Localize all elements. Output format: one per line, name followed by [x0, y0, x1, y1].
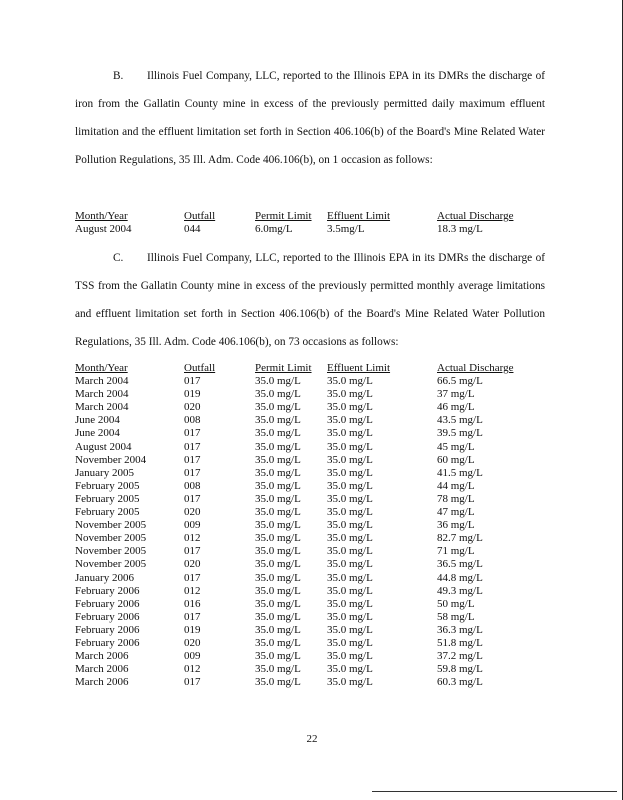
cell-month-year: November 2005 [75, 519, 147, 532]
cell-month-year: February 2005 [75, 506, 140, 519]
cell-permit-limit: 35.0 mg/L [255, 663, 301, 676]
cell-actual-discharge: 36 mg/L [437, 519, 475, 532]
header-effluent-limit: Effluent Limit [327, 362, 391, 374]
cell-permit-limit: 35.0 mg/L [255, 650, 301, 663]
cell-actual-discharge: 43.5 mg/L [437, 414, 483, 427]
cell-effluent-limit: 35.0 mg/L [327, 388, 373, 401]
cell-month-year: January 2005 [75, 466, 134, 479]
cell-actual-discharge: 59.8 mg/L [437, 663, 483, 676]
page-number: 22 [306, 733, 318, 745]
cell-outfall: 012 [184, 532, 201, 545]
cell-month-year: August 2004 [75, 223, 132, 236]
header-effluent-limit: Effluent Limit [327, 210, 391, 222]
cell-outfall: 008 [184, 479, 201, 492]
cell-outfall: 019 [184, 388, 201, 401]
cell-month-year: February 2006 [75, 623, 140, 636]
cell-month-year: March 2006 [75, 663, 129, 676]
header-outfall: Outfall [184, 362, 216, 374]
cell-month-year: February 2006 [75, 584, 140, 597]
cell-outfall: 017 [184, 453, 201, 466]
cell-actual-discharge: 66.5 mg/L [437, 375, 483, 388]
header-permit-limit: Permit Limit [255, 210, 312, 222]
cell-effluent-limit: 35.0 mg/L [327, 558, 373, 571]
cell-outfall: 017 [184, 440, 201, 453]
cell-permit-limit: 35.0 mg/L [255, 414, 301, 427]
cell-outfall: 017 [184, 571, 201, 584]
paragraph-c [75, 244, 545, 356]
cell-permit-limit: 35.0 mg/L [255, 427, 301, 440]
cell-permit-limit: 35.0 mg/L [255, 676, 301, 689]
cell-permit-limit: 6.0mg/L [255, 223, 293, 236]
cell-actual-discharge: 39.5 mg/L [437, 427, 483, 440]
cell-outfall: 020 [184, 558, 201, 571]
cell-month-year: January 2006 [75, 571, 134, 584]
cell-outfall: 009 [184, 519, 201, 532]
cell-month-year: February 2006 [75, 636, 140, 649]
cell-outfall: 020 [184, 636, 201, 649]
cell-actual-discharge: 60.3 mg/L [437, 676, 483, 689]
cell-month-year: August 2004 [75, 440, 132, 453]
cell-actual-discharge: 18.3 mg/L [437, 223, 483, 236]
cell-permit-limit: 35.0 mg/L [255, 506, 301, 519]
cell-outfall: 019 [184, 623, 201, 636]
cell-permit-limit: 35.0 mg/L [255, 519, 301, 532]
cell-effluent-limit: 3.5mg/L [327, 223, 365, 236]
cell-effluent-limit: 35.0 mg/L [327, 427, 373, 440]
cell-outfall: 017 [184, 676, 201, 689]
cell-effluent-limit: 35.0 mg/L [327, 414, 373, 427]
cell-effluent-limit: 35.0 mg/L [327, 610, 373, 623]
cell-actual-discharge: 58 mg/L [437, 610, 475, 623]
paragraph-b-text: Illinois Fuel Company, LLC, reported to the Illinois EPA in its DMRs the discharge of iron from the Gallatin County mine in excess of the previously permitted daily maximum effluent limitation and the effluent limitation set forth in Section 406.106(b) of the Board's Mine Related Water Pollution Regulations, 35 Ill. Adm. Code 406.106(b), on 1 occasion as follows: [75, 70, 545, 166]
cell-actual-discharge: 37.2 mg/L [437, 650, 483, 663]
cell-permit-limit: 35.0 mg/L [255, 584, 301, 597]
cell-outfall: 044 [184, 223, 201, 236]
cell-month-year: November 2005 [75, 545, 147, 558]
cell-actual-discharge: 51.8 mg/L [437, 636, 483, 649]
cell-month-year: February 2006 [75, 610, 140, 623]
cell-effluent-limit: 35.0 mg/L [327, 532, 373, 545]
cell-month-year: February 2005 [75, 479, 140, 492]
cell-outfall: 012 [184, 584, 201, 597]
cell-outfall: 009 [184, 650, 201, 663]
cell-outfall: 008 [184, 414, 201, 427]
paragraph-c-text: Illinois Fuel Company, LLC, reported to the Illinois EPA in its DMRs the discharge of TSS from the Gallatin County mine in excess of the previously permitted monthly average limitations and effluent limitation set forth in Section 406.106(b) of the Board's Mine Related Water Pollution Regulations, 35 Ill. Adm. Code 406.106(b), on 73 occasions as follows: [75, 252, 545, 348]
paragraph-b-letter: B. [113, 70, 124, 82]
cell-month-year: November 2005 [75, 558, 147, 571]
header-actual-discharge: Actual Discharge [437, 210, 514, 222]
cell-permit-limit: 35.0 mg/L [255, 466, 301, 479]
cell-actual-discharge: 37 mg/L [437, 388, 475, 401]
cell-permit-limit: 35.0 mg/L [255, 532, 301, 545]
cell-permit-limit: 35.0 mg/L [255, 440, 301, 453]
cell-effluent-limit: 35.0 mg/L [327, 597, 373, 610]
cell-actual-discharge: 71 mg/L [437, 545, 475, 558]
cell-effluent-limit: 35.0 mg/L [327, 676, 373, 689]
paragraph-b [75, 62, 545, 174]
cell-permit-limit: 35.0 mg/L [255, 545, 301, 558]
cell-permit-limit: 35.0 mg/L [255, 610, 301, 623]
cell-actual-discharge: 47 mg/L [437, 506, 475, 519]
cell-outfall: 017 [184, 492, 201, 505]
cell-outfall: 017 [184, 610, 201, 623]
header-permit-limit: Permit Limit [255, 362, 312, 374]
cell-month-year: March 2004 [75, 401, 129, 414]
cell-permit-limit: 35.0 mg/L [255, 492, 301, 505]
cell-actual-discharge: 44 mg/L [437, 479, 475, 492]
cell-effluent-limit: 35.0 mg/L [327, 519, 373, 532]
cell-outfall: 020 [184, 401, 201, 414]
cell-permit-limit: 35.0 mg/L [255, 479, 301, 492]
cell-outfall: 016 [184, 597, 201, 610]
cell-month-year: March 2006 [75, 676, 129, 689]
cell-permit-limit: 35.0 mg/L [255, 558, 301, 571]
cell-month-year: March 2004 [75, 375, 129, 388]
cell-effluent-limit: 35.0 mg/L [327, 466, 373, 479]
cell-month-year: March 2006 [75, 650, 129, 663]
cell-month-year: February 2006 [75, 597, 140, 610]
cell-permit-limit: 35.0 mg/L [255, 636, 301, 649]
paragraph-c-letter: C. [113, 252, 124, 264]
cell-actual-discharge: 82.7 mg/L [437, 532, 483, 545]
cell-outfall: 020 [184, 506, 201, 519]
cell-month-year: November 2005 [75, 532, 147, 545]
cell-permit-limit: 35.0 mg/L [255, 571, 301, 584]
cell-actual-discharge: 36.3 mg/L [437, 623, 483, 636]
header-month-year: Month/Year [75, 362, 128, 374]
cell-effluent-limit: 35.0 mg/L [327, 453, 373, 466]
cell-permit-limit: 35.0 mg/L [255, 388, 301, 401]
cell-effluent-limit: 35.0 mg/L [327, 479, 373, 492]
cell-effluent-limit: 35.0 mg/L [327, 375, 373, 388]
cell-actual-discharge: 49.3 mg/L [437, 584, 483, 597]
cell-effluent-limit: 35.0 mg/L [327, 545, 373, 558]
cell-effluent-limit: 35.0 mg/L [327, 636, 373, 649]
header-month-year: Month/Year [75, 210, 128, 222]
cell-permit-limit: 35.0 mg/L [255, 401, 301, 414]
cell-actual-discharge: 41.5 mg/L [437, 466, 483, 479]
cell-month-year: February 2005 [75, 492, 140, 505]
cell-outfall: 017 [184, 466, 201, 479]
cell-effluent-limit: 35.0 mg/L [327, 440, 373, 453]
cell-effluent-limit: 35.0 mg/L [327, 623, 373, 636]
cell-actual-discharge: 50 mg/L [437, 597, 475, 610]
cell-effluent-limit: 35.0 mg/L [327, 584, 373, 597]
cell-month-year: June 2004 [75, 427, 120, 440]
cell-outfall: 017 [184, 545, 201, 558]
cell-permit-limit: 35.0 mg/L [255, 597, 301, 610]
header-actual-discharge: Actual Discharge [437, 362, 514, 374]
cell-actual-discharge: 60 mg/L [437, 453, 475, 466]
cell-actual-discharge: 44.8 mg/L [437, 571, 483, 584]
cell-effluent-limit: 35.0 mg/L [327, 506, 373, 519]
cell-effluent-limit: 35.0 mg/L [327, 663, 373, 676]
cell-effluent-limit: 35.0 mg/L [327, 492, 373, 505]
cell-permit-limit: 35.0 mg/L [255, 375, 301, 388]
cell-outfall: 017 [184, 427, 201, 440]
cell-month-year: March 2004 [75, 388, 129, 401]
cell-effluent-limit: 35.0 mg/L [327, 650, 373, 663]
cell-effluent-limit: 35.0 mg/L [327, 571, 373, 584]
cell-permit-limit: 35.0 mg/L [255, 623, 301, 636]
cell-month-year: November 2004 [75, 453, 147, 466]
header-outfall: Outfall [184, 210, 216, 222]
cell-actual-discharge: 46 mg/L [437, 401, 475, 414]
cell-permit-limit: 35.0 mg/L [255, 453, 301, 466]
cell-actual-discharge: 36.5 mg/L [437, 558, 483, 571]
cell-outfall: 017 [184, 375, 201, 388]
cell-outfall: 012 [184, 663, 201, 676]
cell-actual-discharge: 45 mg/L [437, 440, 475, 453]
cell-month-year: June 2004 [75, 414, 120, 427]
cell-actual-discharge: 78 mg/L [437, 492, 475, 505]
cell-effluent-limit: 35.0 mg/L [327, 401, 373, 414]
footer-rule [372, 791, 617, 792]
